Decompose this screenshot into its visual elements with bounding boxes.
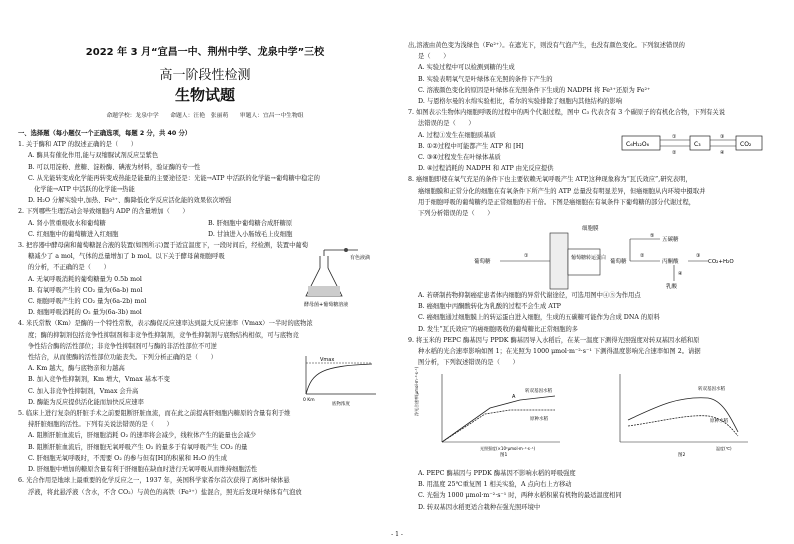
graph1-caption: 图1 <box>500 453 508 458</box>
svg-text:①: ① <box>524 253 529 259</box>
q8-metabolism-figure <box>470 223 750 291</box>
q8-option-a: A. 若研制药物抑制癌症患者体内细胞的异常代谢途径，可选用图中④⑤为作用点 <box>418 292 641 299</box>
section-heading: 一、选择题（每小题仅一个正确选项，每题 2 分，共 40 分） <box>18 130 192 137</box>
x-axis-label-2: 温度(℃) <box>716 446 732 451</box>
exam-title: 2022 年 3 月“宜昌一中、荆州中学、龙泉中学”三校 <box>85 47 325 58</box>
q6-option-a: A. 实验过程中可以检测到糖的生成 <box>418 64 515 72</box>
pyruvate-label: 丙酮酸 <box>662 259 679 265</box>
q8-stem: 8. 癌细胞即使在氧气充足的条件下也主要依赖无氧呼吸产生 ATP,这种现象称为“瓦氏效应”,研究表明， <box>408 176 692 184</box>
q9-option-d: D. 转双基因水稻更适合栽种在强光照环境中 <box>418 503 541 511</box>
q9-option-b: B. 用温度 25℃重复图 1 相关实验，A 点向右上方移动 <box>418 481 572 489</box>
svg-text:①: ① <box>672 134 677 140</box>
q7-option-c: C. ③④过程发生在叶绿体基质 <box>418 154 501 162</box>
svg-text:⑤: ⑤ <box>650 233 655 239</box>
q4-stem-cont: 度；酶的抑制剂包括竞争性抑制剂和非竞争性抑制剂，竞争性抑制剂与底物结构相似，可与底物竞 <box>28 331 299 339</box>
q8-option-b: B. 癌细胞中丙酮酸转化为乳酸的过程不会生成 ATP <box>418 303 561 311</box>
q2-options-row2 <box>18 229 392 240</box>
q5-option-a: A. 阻断肝脏血流后，肝细胞消耗 O₂ 的速率将会减少，线粒体产生的能量也会减少 <box>28 432 257 440</box>
q1-option-d: D. H₂O 分解实验中,加热、Fe³⁺、酶降低化学反应活化能的效果依次增强 <box>28 197 232 205</box>
q8-option-d: D. 发生“瓦氏效应”的癌细胞吸收的葡萄糖比正常细胞的多 <box>418 325 579 333</box>
svg-text:③: ③ <box>696 253 701 259</box>
q2-option-c: C. 红细胞中的葡萄糖进入红细胞 <box>28 230 119 238</box>
q4-stem: 4. 米氏常数（Km）是酶的一个特性常数，表示酶促反应速率达到最大反应速率（Vmax）一半时的底物浓 <box>18 320 313 328</box>
q9-stem-cont2: 图分析，下列叙述错误的是（ ） <box>418 359 519 367</box>
lactate-label: 乳酸 <box>666 284 678 290</box>
q9-options <box>408 468 780 513</box>
pentose-label: 五碳糖 <box>662 237 679 243</box>
q3-option-c: C. 细胞呼吸产生的 CO₂ 量为(6a-2b) mol <box>28 298 147 306</box>
q3-flask-figure <box>298 246 390 308</box>
co2-water-label: CO₂+H₂O <box>708 259 734 265</box>
legend-wild: 原种水稻 <box>530 417 548 422</box>
x-axis-label: 光照强度(×10²μmol·m⁻²·s⁻¹) <box>480 446 536 451</box>
q7-option-b: B. ①②过程中可能都产生 ATP 和 [H] <box>418 142 524 150</box>
q9-graph-2 <box>598 370 764 456</box>
q1-stem: 1. 关于酶和 ATP 的叙述正确的是（ ） <box>18 141 138 149</box>
legend-transgenic: 转双基因水稻 <box>525 389 552 394</box>
q5-option-b: B. 阻断肝脏血流后，肝细胞无氧呼吸产生 O₂ 的量多于有氧呼吸产生 CO₂ 的量 <box>28 443 248 451</box>
legend-wild-2: 原种水稻 <box>710 419 728 424</box>
q8-stem-cont3: 下列分析错误的是（ ） <box>418 210 494 218</box>
q1-option-c: C. 从光能转变成化学能再转变成热能是能量的主要途径是：光能→ATP 中活跃的化学能→葡萄糖中稳定的 <box>28 174 320 182</box>
membrane-label: 细胞膜 <box>582 226 599 232</box>
q9-option-c: C. 光强为 1000 μmol·m⁻²·s⁻¹ 时，两种水稻积累有机物的最适温度相同 <box>418 492 622 500</box>
series-wild <box>442 410 555 442</box>
co2-box: CO₂ <box>740 141 752 148</box>
q1-option-b: B. 可以用淀粉、蔗糖、淀粉酶、碘液为材料，验证酶的专一性 <box>28 163 201 171</box>
q6-option-d: D. 与恩格尔曼的水绵实验相比，希尔的实验排除了细胞内其他结构的影响 <box>418 98 623 106</box>
left-column <box>18 128 392 498</box>
colored-droplet <box>344 248 348 252</box>
q9-graph-1 <box>414 366 590 458</box>
svg-text:③: ③ <box>720 134 725 140</box>
q8-option-c: C. 癌细胞通过细胞膜上的转运蛋白进入细胞，生成的五碳糖可能作为合成 DNA 的原料 <box>418 314 660 322</box>
exam-subtitle: 高一阶段性检测 <box>159 68 251 83</box>
q4-stem-cont2: 争性结合酶的活性部位；非竞争性抑制剂可与酶的非活性部位不可逆 <box>28 342 217 350</box>
q6-stem: 6. 光合作用是地球上最重要的化学反应之一，1937 年，英国科学家希尔首次获得了离体叶绿体悬 <box>18 477 290 485</box>
legend-transgenic-2: 转双基因水稻 <box>698 387 725 392</box>
q5-option-d: D. 肝细胞中增加的糖原含量有利于肝细胞在缺血时进行无氧呼吸从而维持细胞活性 <box>28 466 258 474</box>
q9-option-a: A. PEPC 酶基因与 PPDK 酶基因不影响水稻的呼吸强度 <box>418 470 576 477</box>
substrate-label: 底物浓度 <box>332 402 350 407</box>
q9-stem: 9. 将玉米的 PEPC 酶基因与 PPDK 酶基因导入水稻后，在某一温度下测得光照强度对转双基因水稻和原 <box>408 336 700 344</box>
q5-stem: 5. 临床上进行复杂的肝脏手术之前要阻断肝脏血流，而在此之前提高肝细胞内糖原的含量有利于维 <box>18 410 291 418</box>
flask-liquid <box>308 286 340 296</box>
authors-line: 命题学校：龙泉中学 命题人：汪艳 张丽萌 审题人：宜昌一中生物组 <box>106 113 304 119</box>
q4-option-a: A. Km 越大，酶与底物亲和力越高 <box>28 365 125 373</box>
q2-option-b: B. 肝细胞中葡萄糖合成肝糖原 <box>208 219 293 227</box>
km-label: 0 Km <box>303 398 315 403</box>
q3-option-a: A. 无氧呼吸消耗的葡萄糖量为 0.5b mol <box>28 275 142 283</box>
q3-option-d: D. 细胞呼吸消耗的 O₂ 量为(6a-3b) mol <box>28 309 142 317</box>
q7-option-a: A. 过程①发生在细胞质基质 <box>418 131 496 139</box>
svg-text:④: ④ <box>720 150 725 156</box>
q7-stem-cont: 法错误的是（ ） <box>418 120 475 128</box>
glucose-inside: 葡萄糖 <box>610 259 627 265</box>
page-number: - 1 - <box>391 531 403 538</box>
q5-option-c: C. 肝细胞无氧呼吸时，不需要 O₂ 的参与但有[H]的积累和 H₂O 的生成 <box>28 454 227 462</box>
flask-caption: 酵母菌+葡萄糖溶液 <box>304 302 349 308</box>
point-a: A <box>512 394 516 400</box>
q6-stem-cont: 浮液，将此悬浮液（含水，不含 CO₂）与黄色的高铁（Fe³⁺）盐混合，照光后发现叶绿体有气泡放 <box>28 488 302 496</box>
svg-text:②: ② <box>640 253 645 259</box>
q2-option-a: A. 肾小管重吸收水和葡萄糖 <box>28 219 106 227</box>
q8-stem-cont: 癌细胞膜和正常分化的细胞在有氧条件下所产生的 ATP 总量没有明显差异，但癌细胞从内环境中摄取并 <box>418 187 706 195</box>
q1-option-c-cont: 化学能→ATP 中活跃的化学能→热能 <box>34 186 135 194</box>
q4-option-c: C. 加入非竞争性抑制剂，Vmax 会升高 <box>28 387 139 395</box>
q7-option-d: D. ④过程消耗的 NADPH 和 ATP 由光反应提供 <box>418 165 554 173</box>
q3-stem-cont2: 的分析，不正确的是（ ） <box>28 264 110 272</box>
glucose-outside: 葡萄糖 <box>474 259 491 265</box>
q9-stem-cont: 种水稻的光合速率影响如图 1；在光照为 1000 μmol·m⁻²·s⁻¹ 下测得温度影响光合速率如图 2。请据 <box>418 348 701 356</box>
q5-stem-cont: 持肝脏细胞的活性。下列有关说法错误的是（ ） <box>28 421 173 429</box>
vmax-label: Vmax <box>320 357 335 363</box>
q2-stem: 2. 下列哪些生理活动会导致细胞内 ADP 的含量增加（ ） <box>18 208 189 216</box>
cell-membrane <box>550 233 568 289</box>
q6-stem-cont3: 出,溶液由黄色变为浅绿色（Fe²⁺）。在遮光下，则没有气泡产生，也没有颜色变化。下列叙述错误的 <box>408 42 685 49</box>
q3-option-b: B. 有氧呼吸产生的 CO₂ 量为(6a-b) mol <box>28 286 143 294</box>
glucose-box: C₆H₁₂O₆ <box>626 141 650 148</box>
svg-text:④: ④ <box>678 271 683 277</box>
q6-option-c: C. 溶液颜色变化的原因是叶绿体在光照条件下生成的 NADPH 将 Fe³⁺还原为 Fe²⁺ <box>418 86 651 94</box>
q4-option-b: B. 加入竞争性抑制剂，Km 增大，Vmax 基本不变 <box>28 376 170 384</box>
q4-enzyme-curve <box>296 352 380 406</box>
q2-option-d: D. 甘油进入小肠绒毛上皮细胞 <box>208 230 293 238</box>
q1-option-a: A. 酶具有催化作用,能与双缩脲试剂反应呈紫色 <box>28 152 159 160</box>
right-column-lower <box>408 290 780 368</box>
q3-stem-cont: 糖减少了 a mol，气体的总量增加了 b mol。以下关于酵母菌细胞呼吸 <box>28 253 225 261</box>
series-transgenic-2 <box>628 398 738 432</box>
q2-options-row1 <box>18 218 392 229</box>
glucose-transporter: 葡萄糖转运蛋白 <box>571 255 607 261</box>
graph2-caption: 图2 <box>678 453 686 458</box>
q3-stem: 3. 把容器中酵母菌和葡萄糖混合液的装置(如图所示)置于适宜温度下，一段时间后，经检测，装置中葡萄 <box>18 242 308 250</box>
subject-title: 生物试题 <box>174 86 235 104</box>
q7-pathway-figure <box>620 130 770 156</box>
y-axis-label: 净光合速率(μmol·m⁻²·s⁻¹) <box>414 366 419 416</box>
q8-stem-cont2: 用于细胞呼吸的葡萄糖约是正常细胞的若干倍。下图是癌细胞在有氧条件下葡萄糖的部分代谢过程， <box>418 198 696 206</box>
svg-text:②: ② <box>672 150 677 156</box>
q6-option-b: B. 实验表明氧气是叶绿体在光照的条件下产生的 <box>418 75 553 83</box>
q6-stem-cont4: 是（ ） <box>418 53 450 61</box>
c3-box: C₃ <box>694 141 701 148</box>
rate-curve <box>306 364 372 394</box>
q4-stem-cont3: 性结合，从而使酶的活性部位功能丧失。下列分析正确的是（ ） <box>28 354 217 362</box>
droplet-label: 有色液滴 <box>350 255 371 261</box>
q4-option-d: D. 酶能为反应提供活化能而加快反应速率 <box>28 398 144 406</box>
q7-stem: 7. 如图表示生物体内细胞呼吸的过程中的两个代谢过程，图中 C₃ 代表含有 3 个碳原子的有机化合物，下列有关说 <box>408 109 726 117</box>
